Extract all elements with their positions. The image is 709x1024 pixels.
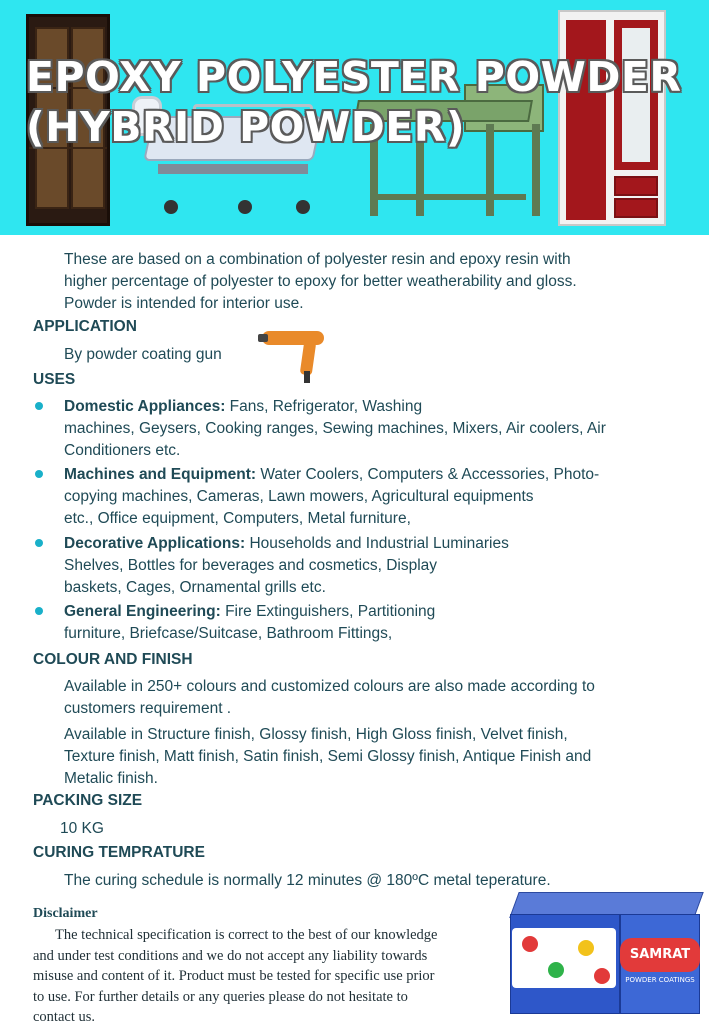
uses-item-title: Machines and Equipment: — [64, 466, 257, 483]
application-heading: APPLICATION — [33, 318, 137, 335]
uses-item-line: Conditioners etc. — [64, 442, 181, 459]
colour-p2-line1: Available in Structure finish, Glossy finish, High Gloss finish, Velvet finish, — [64, 726, 568, 743]
disclaimer-heading: Disclaimer — [33, 906, 98, 921]
page-title — [26, 52, 681, 152]
uses-item-line: Fans, Refrigerator, Washing — [225, 398, 423, 415]
uses-item-decorative — [64, 533, 694, 599]
intro-line-3: Powder is intended for interior use. — [64, 295, 304, 312]
intro-line-2: higher percentage of polyester to epoxy for better weatherability and gloss. — [64, 273, 577, 290]
uses-item-title: Domestic Appliances: — [64, 398, 226, 415]
uses-item-line: machines, Geysers, Cooking ranges, Sewing machines, Mixers, Air coolers, Air — [64, 420, 606, 437]
curing-heading: CURING TEMPRATURE — [33, 844, 205, 861]
uses-item-title: Decorative Applications: — [64, 535, 246, 552]
uses-item-line: furniture, Briefcase/Suitcase, Bathroom Fittings, — [64, 625, 393, 642]
bullet-icon — [35, 607, 43, 615]
packing-value: 10 KG — [60, 820, 104, 837]
uses-item-line: etc., Office equipment, Computers, Metal furniture, — [64, 510, 411, 527]
intro-line-1: These are based on a combination of polyester resin and epoxy resin with — [64, 251, 571, 268]
uses-item-engineering — [64, 601, 694, 645]
colour-heading: COLOUR AND FINISH — [33, 651, 193, 668]
product-box-image — [508, 892, 703, 1018]
application-text: By powder coating gun — [64, 346, 222, 363]
uses-item-line: Shelves, Bottles for beverages and cosmetics, Display — [64, 557, 438, 574]
hero-banner — [0, 0, 709, 235]
spray-gun-icon — [258, 327, 328, 385]
uses-item-machines — [64, 464, 694, 530]
uses-item-domestic — [64, 396, 694, 462]
colour-p1-line2: customers requirement . — [64, 700, 232, 717]
box-subtitle: POWDER COATINGS — [625, 976, 695, 984]
uses-item-line: Water Coolers, Computers & Accessories, Photo- — [256, 466, 600, 483]
box-brand-logo: SAMRAT — [620, 938, 700, 972]
title-line-1: EPOXY POLYESTER POWDER — [26, 53, 682, 101]
uses-item-title: General Engineering: — [64, 603, 221, 620]
bullet-icon — [35, 539, 43, 547]
colour-p2-line2: Texture finish, Matt finish, Satin finish, Semi Glossy finish, Antique Finish and — [64, 748, 592, 765]
curing-text: The curing schedule is normally 12 minutes @ 180ºC metal teperature. — [64, 872, 551, 889]
uses-item-line: Fire Extinguishers, Partitioning — [220, 603, 436, 620]
uses-heading: USES — [33, 371, 76, 388]
colour-p2-line3: Metalic finish. — [64, 770, 158, 787]
uses-item-line: Households and Industrial Luminaries — [245, 535, 509, 552]
uses-item-line: baskets, Cages, Ornamental grills etc. — [64, 579, 326, 596]
title-line-2: (HYBRID POWDER) — [26, 103, 466, 151]
bullet-icon — [35, 470, 43, 478]
uses-item-line: copying machines, Cameras, Lawn mowers, Agricultural equipments — [64, 488, 534, 505]
packing-heading: PACKING SIZE — [33, 792, 143, 809]
bullet-icon — [35, 402, 43, 410]
colour-p1-line1: Available in 250+ colours and customized colours are also made according to — [64, 678, 595, 695]
disclaimer-text: The technical specification is correct to the best of our knowledge and under test conditions and we do not accept any liability towards misuse and content of it. Product must be tested for specific use prior to use. For further details or any queries please do not hesitate to contact us. — [33, 927, 438, 1024]
